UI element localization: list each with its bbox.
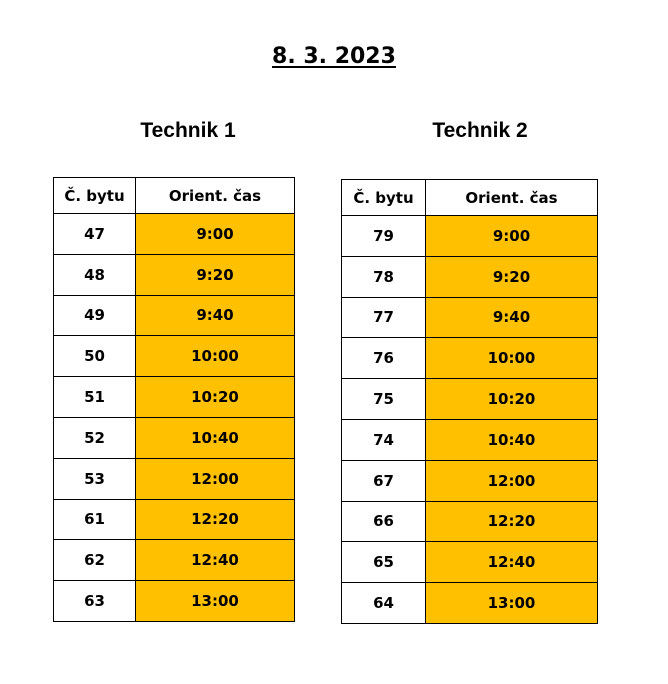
approx-time-cell: 12:40 xyxy=(426,542,598,583)
flat-number-cell: 64 xyxy=(342,583,426,624)
technician-1-schedule-table xyxy=(53,177,295,622)
table-row xyxy=(342,256,598,297)
table-row xyxy=(54,499,295,540)
approx-time-cell: 10:20 xyxy=(136,377,295,418)
table-row xyxy=(54,540,295,581)
approx-time-cell: 9:00 xyxy=(136,214,295,255)
table-row xyxy=(342,501,598,542)
flat-number-cell: 66 xyxy=(342,501,426,542)
table-row xyxy=(54,581,295,622)
table-row xyxy=(54,254,295,295)
flat-number-cell: 50 xyxy=(54,336,136,377)
table-row xyxy=(342,583,598,624)
approx-time-cell: 10:00 xyxy=(136,336,295,377)
approx-time-cell: 9:20 xyxy=(426,256,598,297)
approx-time-cell: 12:40 xyxy=(136,540,295,581)
flat-number-cell: 79 xyxy=(342,216,426,257)
flat-number-cell: 48 xyxy=(54,254,136,295)
document-date-title: 8. 3. 2023 xyxy=(272,44,396,69)
flat-number-cell: 65 xyxy=(342,542,426,583)
table-row xyxy=(54,377,295,418)
flat-number-cell: 77 xyxy=(342,297,426,338)
flat-number-cell: 62 xyxy=(54,540,136,581)
approx-time-cell: 12:00 xyxy=(426,460,598,501)
approx-time-cell: 9:40 xyxy=(136,295,295,336)
table-row xyxy=(342,379,598,420)
table-row xyxy=(342,419,598,460)
approx-time-cell: 10:40 xyxy=(426,419,598,460)
approx-time-cell: 13:00 xyxy=(136,581,295,622)
table-row xyxy=(342,216,598,257)
table-row xyxy=(54,336,295,377)
table-row xyxy=(54,295,295,336)
flat-number-cell: 76 xyxy=(342,338,426,379)
approx-time-cell: 10:20 xyxy=(426,379,598,420)
approx-time-cell: 9:00 xyxy=(426,216,598,257)
flat-number-cell: 63 xyxy=(54,581,136,622)
approx-time-cell: 12:20 xyxy=(136,499,295,540)
table-row xyxy=(54,214,295,255)
table-row xyxy=(342,460,598,501)
flat-number-cell: 49 xyxy=(54,295,136,336)
column-header-approx-time: Orient. čas xyxy=(426,180,598,216)
approx-time-cell: 10:00 xyxy=(426,338,598,379)
approx-time-cell: 12:20 xyxy=(426,501,598,542)
flat-number-cell: 67 xyxy=(342,460,426,501)
flat-number-cell: 78 xyxy=(342,256,426,297)
technician-1-heading: Technik 1 xyxy=(140,119,236,142)
table-row xyxy=(342,297,598,338)
flat-number-cell: 74 xyxy=(342,419,426,460)
flat-number-cell: 53 xyxy=(54,458,136,499)
flat-number-cell: 51 xyxy=(54,377,136,418)
flat-number-cell: 75 xyxy=(342,379,426,420)
flat-number-cell: 52 xyxy=(54,417,136,458)
table-row xyxy=(54,417,295,458)
technician-2-schedule-table xyxy=(341,179,598,624)
approx-time-cell: 9:40 xyxy=(426,297,598,338)
approx-time-cell: 10:40 xyxy=(136,417,295,458)
flat-number-cell: 61 xyxy=(54,499,136,540)
table-row xyxy=(342,542,598,583)
technician-2-heading: Technik 2 xyxy=(432,119,528,142)
table-row xyxy=(342,338,598,379)
column-header-approx-time: Orient. čas xyxy=(136,178,295,214)
approx-time-cell: 9:20 xyxy=(136,254,295,295)
table-header-row xyxy=(342,180,598,216)
approx-time-cell: 12:00 xyxy=(136,458,295,499)
flat-number-cell: 47 xyxy=(54,214,136,255)
approx-time-cell: 13:00 xyxy=(426,583,598,624)
column-header-flat-number: Č. bytu xyxy=(342,180,426,216)
column-header-flat-number: Č. bytu xyxy=(54,178,136,214)
table-header-row xyxy=(54,178,295,214)
table-row xyxy=(54,458,295,499)
